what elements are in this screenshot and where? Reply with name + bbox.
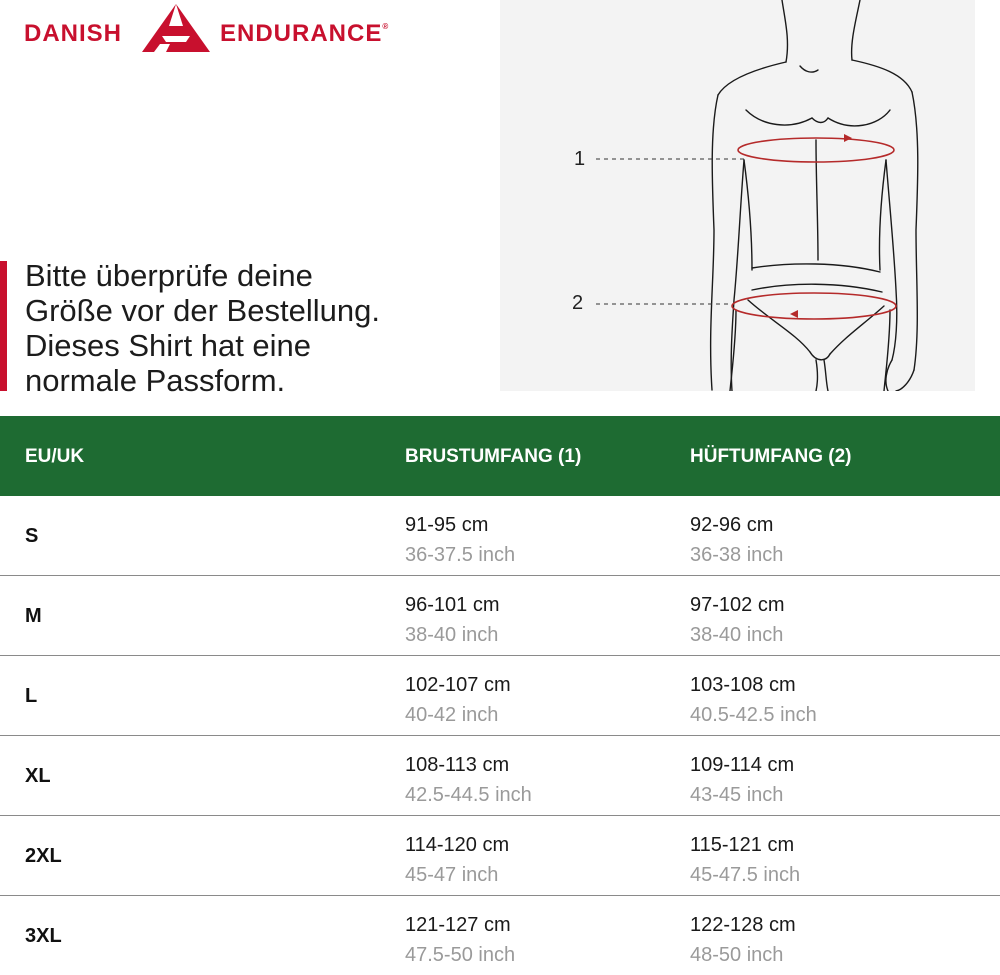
hip-inch: 43-45 inch — [690, 784, 784, 806]
hip-marker-label: 2 — [572, 292, 584, 314]
notice-line: Bitte überprüfe deine — [25, 258, 313, 293]
hip-cm: 109-114 cm — [690, 754, 795, 776]
size-cell: 3XL — [25, 925, 62, 947]
header-chest: BRUSTUMFANG (1) — [405, 446, 582, 467]
chest-cell — [405, 590, 500, 650]
chest-inch: 38-40 inch — [405, 624, 499, 646]
header-size: EU/UK — [25, 446, 85, 467]
chest-inch: 36-37.5 inch — [405, 544, 516, 566]
registered-mark: ® — [382, 22, 390, 31]
hip-cm: 92-96 cm — [690, 514, 774, 536]
table-row — [0, 816, 1000, 896]
chest-inch: 47.5-50 inch — [405, 944, 516, 966]
hip-inch: 36-38 inch — [690, 544, 784, 566]
notice-line: Größe vor der Bestellung. — [25, 293, 380, 328]
hip-inch: 48-50 inch — [690, 944, 784, 966]
body-outline-illustration — [500, 0, 975, 391]
size-cell: S — [25, 525, 39, 547]
hip-inch: 38-40 inch — [690, 624, 784, 646]
chest-inch: 42.5-44.5 inch — [405, 784, 532, 806]
size-cell: XL — [25, 765, 51, 787]
hip-cm: 115-121 cm — [690, 834, 795, 856]
hip-cell — [690, 510, 783, 570]
brand-left-word: DANISH — [24, 20, 123, 47]
chest-cm: 114-120 cm — [405, 834, 510, 856]
hip-cm: 103-108 cm — [690, 674, 796, 696]
chest-cell — [405, 670, 511, 730]
chest-cell — [405, 830, 509, 890]
mountain-logo-icon — [138, 2, 214, 54]
table-row — [0, 896, 1000, 975]
size-cell: 2XL — [25, 845, 62, 867]
chest-cell — [405, 510, 515, 570]
size-cell: M — [25, 605, 42, 627]
hip-inch: 40.5-42.5 inch — [690, 704, 817, 726]
size-table-header — [0, 416, 1000, 496]
notice-text — [25, 258, 475, 398]
chest-cm: 108-113 cm — [405, 754, 510, 776]
brand-right-word: ENDURANCE® — [220, 20, 390, 47]
hip-cm: 122-128 cm — [690, 914, 796, 936]
hip-cell — [690, 590, 785, 650]
table-row — [0, 736, 1000, 816]
notice-accent-bar — [0, 261, 7, 391]
chest-inch: 45-47 inch — [405, 864, 499, 886]
table-row — [0, 496, 1000, 576]
header-hip: HÜFTUMFANG (2) — [690, 446, 852, 467]
hip-cm: 97-102 cm — [690, 594, 785, 616]
hip-inch: 45-47.5 inch — [690, 864, 801, 886]
table-row — [0, 576, 1000, 656]
hip-cell — [690, 750, 794, 810]
size-cell: L — [25, 685, 38, 707]
chest-cm: 102-107 cm — [405, 674, 511, 696]
notice-line: normale Passform. — [25, 363, 286, 398]
size-table-body — [0, 496, 1000, 975]
notice-line: Dieses Shirt hat eine — [25, 328, 312, 363]
chest-cell — [405, 750, 532, 810]
chest-cm: 96-101 cm — [405, 594, 500, 616]
chest-cm: 121-127 cm — [405, 914, 511, 936]
brand-logo — [24, 2, 414, 54]
chest-marker-label: 1 — [574, 148, 586, 170]
chest-cell — [405, 910, 515, 970]
hip-cell — [690, 670, 817, 730]
chest-inch: 40-42 inch — [405, 704, 499, 726]
measurement-figure — [500, 0, 975, 391]
hip-cell — [690, 910, 796, 970]
hip-cell — [690, 830, 800, 890]
chest-cm: 91-95 cm — [405, 514, 489, 536]
table-row — [0, 656, 1000, 736]
